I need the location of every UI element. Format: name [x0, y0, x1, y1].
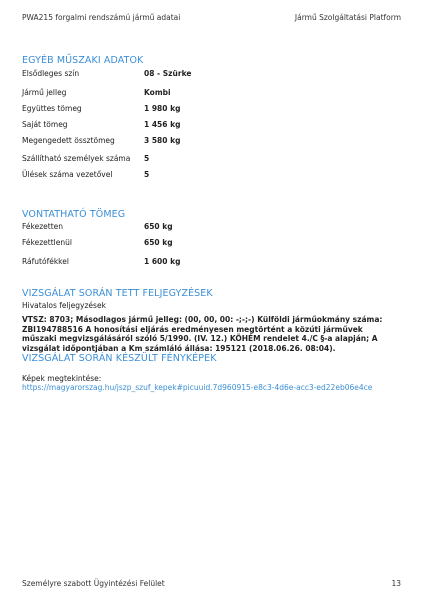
row-value-overrun-brake: 1 600 kg — [144, 257, 181, 266]
row-value-primary-color: 08 - Szürke — [144, 69, 192, 78]
row-label-own-weight: Saját tömeg — [22, 120, 68, 129]
row-value-passenger-count: 5 — [144, 154, 150, 163]
row-value-seat-count: 5 — [144, 170, 150, 179]
row-value-braked: 650 kg — [144, 222, 173, 231]
row-value-permitted-total-weight: 3 580 kg — [144, 136, 181, 145]
row-value-vehicle-type: Kombi — [144, 88, 171, 97]
row-label-passenger-count: Szállítható személyek száma — [22, 154, 131, 163]
row-label-primary-color: Elsődleges szín — [22, 69, 80, 78]
row-value-combined-weight: 1 980 kg — [144, 104, 181, 113]
row-value-own-weight: 1 456 kg — [144, 120, 181, 129]
photos-label: Képek megtekintése: — [22, 374, 102, 383]
inspection-notes-text: VTSZ: 8703; Másodlagos jármű jelleg: (00, 00, 00: -;-;-) Külföldi járműokmány száma: ZBI194788516 A honosítási eljárás eredményesen megtörtént a közúti járművek műszaki megvizsgálásáról szóló 5/1990. (IV. 12.) KÖHÉM rendelet 4./C §-a alapján; A vizsgálat időpontjában a Km számláló állása: 195121 (2018.06.26. 08:04). — [22, 315, 383, 353]
row-label-unbraked: Fékezettlenül — [22, 238, 72, 247]
row-label-braked: Fékezetten — [22, 222, 64, 231]
section-title-towable: VONTATHATÓ TÖMEG — [22, 209, 126, 220]
page-number: 13 — [391, 579, 401, 588]
section-title-inspection-notes: VIZSGÁLAT SORÁN TETT FELJEGYZÉSEK — [22, 288, 213, 299]
header-document-title: PWA215 forgalmi rendszámú jármű adatai — [22, 13, 181, 22]
footer-title: Személyre szabott Ügyintézési Felület — [22, 579, 165, 588]
section-title-technical: EGYÉB MŰSZAKI ADATOK — [22, 55, 144, 66]
section-title-inspection-photos: VIZSGÁLAT SORÁN KÉSZÜLT FÉNYKÉPEK — [22, 353, 217, 364]
photos-link[interactable]: https://magyarorszag.hu/jszp_szuf_kepek#picuuid.7d960915-e8c3-4d6e-acc3-ed22eb06e4ce — [22, 383, 373, 392]
row-label-permitted-total-weight: Megengedett össztömeg — [22, 136, 115, 145]
header-platform-name: Jármű Szolgáltatási Platform — [294, 13, 401, 22]
row-value-unbraked: 650 kg — [144, 238, 173, 247]
inspection-notes-subtitle: Hivatalos feljegyzések — [22, 301, 106, 310]
row-label-vehicle-type: Jármű jelleg — [22, 88, 67, 97]
row-label-combined-weight: Együttes tömeg — [22, 104, 82, 113]
row-label-overrun-brake: Ráfutófékkel — [22, 257, 69, 266]
row-label-seat-count: Ülések száma vezetővel — [22, 170, 113, 179]
